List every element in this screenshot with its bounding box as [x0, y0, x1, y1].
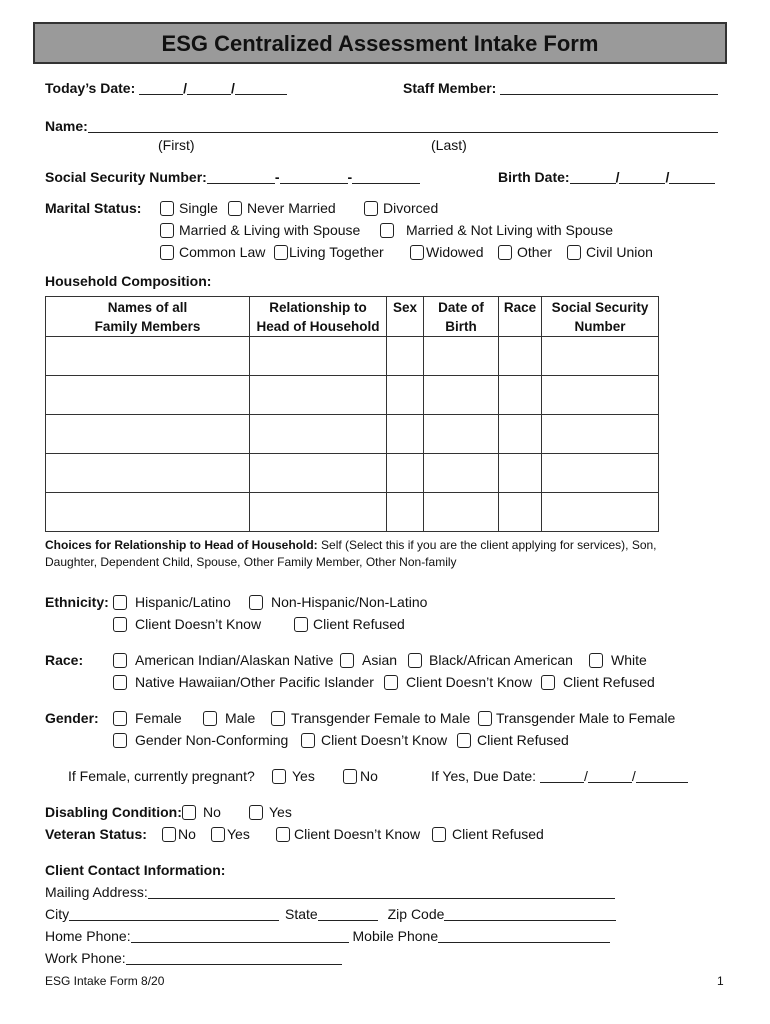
checkbox-icon[interactable]: [271, 711, 285, 726]
city-state-zip-field: [45, 906, 616, 923]
work-phone-blank[interactable]: [126, 951, 342, 965]
checkbox-icon[interactable]: [211, 827, 225, 842]
checkbox-icon[interactable]: [541, 675, 555, 690]
staff-member-label: Staff Member:: [403, 80, 497, 96]
home-phone-label: Home Phone:: [45, 928, 131, 944]
checkbox-icon[interactable]: [343, 769, 357, 784]
marital-option-common-law[interactable]: Common Law: [160, 244, 265, 261]
column-header-dob: Date of Birth: [424, 297, 499, 337]
veteran-option-dont-know[interactable]: Client Doesn’t Know: [276, 826, 420, 843]
checkbox-icon[interactable]: [384, 675, 398, 690]
city-label: City: [45, 906, 70, 922]
checkbox-icon[interactable]: [160, 201, 174, 216]
checkbox-icon[interactable]: [589, 653, 603, 668]
form-title-bar: [33, 22, 727, 64]
checkbox-icon[interactable]: [432, 827, 446, 842]
checkbox-icon[interactable]: [113, 711, 127, 726]
checkbox-icon[interactable]: [498, 245, 512, 260]
veteran-option-yes[interactable]: Yes: [211, 826, 250, 843]
marital-option-civil-union[interactable]: Civil Union: [567, 244, 653, 261]
race-option-white[interactable]: White: [589, 652, 647, 669]
checkbox-icon[interactable]: [182, 805, 196, 820]
marital-status-label: Marital Status:: [45, 200, 142, 216]
checkbox-icon[interactable]: [249, 805, 263, 820]
checkbox-icon[interactable]: [276, 827, 290, 842]
name-field: [45, 118, 718, 135]
work-phone-field: [45, 950, 342, 967]
mobile-phone-label: Mobile Phone: [352, 928, 439, 944]
ssn-part1-blank[interactable]: [207, 170, 275, 184]
checkbox-icon[interactable]: [294, 617, 308, 632]
table-row: [46, 376, 659, 415]
table-row: [46, 337, 659, 376]
mailing-address-field: [45, 884, 615, 901]
marital-option-married-not-living[interactable]: Married & Not Living with Spouse: [380, 222, 613, 239]
relationship-choices-text: Self (Select this if you are the client applying for services), Son,: [317, 538, 657, 552]
column-header-race: Race: [499, 297, 542, 337]
state-blank[interactable]: [318, 907, 378, 921]
checkbox-icon[interactable]: [113, 675, 127, 690]
checkbox-icon[interactable]: [249, 595, 263, 610]
disabling-condition-label: Disabling Condition:: [45, 804, 182, 820]
relationship-choices-label: Choices for Relationship to Head of Household:: [45, 538, 318, 552]
checkbox-icon[interactable]: [162, 827, 176, 842]
pregnancy-label: If Female, currently pregnant?: [68, 768, 255, 784]
checkbox-icon[interactable]: [340, 653, 354, 668]
first-name-hint: (First): [158, 137, 195, 153]
city-blank[interactable]: [69, 907, 279, 921]
home-phone-blank[interactable]: [131, 929, 349, 943]
table-row: [46, 454, 659, 493]
footer-form-id: ESG Intake Form 8/20: [45, 974, 165, 988]
race-option-native-hawaiian[interactable]: Native Hawaiian/Other Pacific Islander: [113, 674, 374, 691]
marital-option-never-married[interactable]: Never Married: [228, 200, 336, 217]
mailing-address-blank[interactable]: [148, 885, 615, 899]
staff-member-field: [403, 80, 718, 97]
checkbox-icon[interactable]: [203, 711, 217, 726]
household-composition-label: Household Composition:: [45, 273, 212, 289]
gender-option-male[interactable]: Male: [203, 710, 255, 727]
checkbox-icon[interactable]: [160, 245, 174, 260]
ethnicity-option-non-hispanic[interactable]: Non-Hispanic/Non-Latino: [249, 594, 427, 611]
checkbox-icon[interactable]: [380, 223, 394, 238]
due-date-label: If Yes, Due Date:: [431, 768, 537, 784]
due-month-blank[interactable]: [540, 769, 584, 783]
due-day-blank[interactable]: [588, 769, 632, 783]
checkbox-icon[interactable]: [567, 245, 581, 260]
table-row: [46, 415, 659, 454]
checkbox-icon[interactable]: [160, 223, 174, 238]
checkbox-icon[interactable]: [113, 595, 127, 610]
checkbox-icon[interactable]: [478, 711, 492, 726]
column-header-sex: Sex: [387, 297, 424, 337]
staff-member-blank[interactable]: [500, 81, 718, 95]
marital-option-other[interactable]: Other: [498, 244, 552, 261]
column-header-ssn: Social Security Number: [542, 297, 659, 337]
marital-option-single[interactable]: Single: [160, 200, 218, 217]
mobile-phone-blank[interactable]: [438, 929, 610, 943]
gender-option-trans-f-to-m[interactable]: Transgender Female to Male: [271, 710, 470, 727]
checkbox-icon[interactable]: [113, 653, 127, 668]
checkbox-icon[interactable]: [272, 769, 286, 784]
checkbox-icon[interactable]: [113, 617, 127, 632]
birth-month-blank[interactable]: [570, 170, 616, 184]
date-day-blank[interactable]: [187, 81, 231, 95]
ssn-label: Social Security Number:: [45, 169, 207, 185]
name-label: Name:: [45, 118, 88, 134]
zip-label: Zip Code: [387, 906, 445, 922]
relationship-choices-text-2: Daughter, Dependent Child, Spouse, Other Family Member, Other Non-family: [45, 555, 457, 569]
veteran-option-no[interactable]: No: [162, 826, 196, 843]
phone-field: [45, 928, 610, 945]
veteran-option-refused[interactable]: Client Refused: [432, 826, 544, 843]
race-option-american-indian[interactable]: American Indian/Alaskan Native: [113, 652, 333, 669]
form-title: ESG Centralized Assessment Intake Form: [161, 31, 599, 56]
ethnicity-option-hispanic[interactable]: Hispanic/Latino: [113, 594, 231, 611]
gender-option-refused[interactable]: Client Refused: [457, 732, 569, 749]
relationship-choices-note: [45, 537, 657, 554]
column-header-names: Names of all Family Members: [46, 297, 250, 337]
race-option-refused[interactable]: Client Refused: [541, 674, 655, 691]
date-month-blank[interactable]: [139, 81, 183, 95]
gender-option-dont-know[interactable]: Client Doesn’t Know: [301, 732, 447, 749]
marital-option-living-together[interactable]: Living Together: [274, 244, 384, 261]
checkbox-icon[interactable]: [113, 733, 127, 748]
birth-date-label: Birth Date:: [498, 169, 570, 185]
todays-date-field: Today’s Date: / /: [45, 80, 287, 97]
birth-year-blank[interactable]: [669, 170, 715, 184]
gender-option-non-conforming[interactable]: Gender Non-Conforming: [113, 732, 288, 749]
ssn-part3-blank[interactable]: [352, 170, 420, 184]
household-table-header: [46, 297, 659, 337]
ethnicity-option-refused[interactable]: Client Refused: [294, 616, 405, 633]
disabling-option-no[interactable]: No: [182, 804, 221, 821]
checkbox-icon[interactable]: [408, 653, 422, 668]
due-year-blank[interactable]: [636, 769, 688, 783]
disabling-option-yes[interactable]: Yes: [249, 804, 292, 821]
ssn-part2-blank[interactable]: [280, 170, 348, 184]
checkbox-icon[interactable]: [228, 201, 242, 216]
zip-blank[interactable]: [444, 907, 616, 921]
checkbox-icon[interactable]: [457, 733, 471, 748]
gender-option-trans-m-to-f[interactable]: Transgender Male to Female: [478, 710, 675, 727]
race-option-asian[interactable]: Asian: [340, 652, 397, 669]
table-row: [46, 493, 659, 532]
ethnicity-label: Ethnicity:: [45, 594, 109, 610]
ethnicity-option-dont-know[interactable]: Client Doesn’t Know: [113, 616, 261, 633]
pregnancy-option-yes[interactable]: Yes: [272, 768, 315, 785]
date-year-blank[interactable]: [235, 81, 287, 95]
mailing-address-label: Mailing Address:: [45, 884, 148, 900]
household-table: [45, 296, 659, 532]
checkbox-icon[interactable]: [364, 201, 378, 216]
due-date-field: If Yes, Due Date: / /: [431, 768, 688, 785]
todays-date-label: Today’s Date:: [45, 80, 136, 96]
race-label: Race:: [45, 652, 84, 668]
veteran-status-label: Veteran Status:: [45, 826, 147, 842]
marital-option-widowed[interactable]: Widowed: [410, 244, 484, 261]
race-option-dont-know[interactable]: Client Doesn’t Know: [384, 674, 532, 691]
work-phone-label: Work Phone:: [45, 950, 126, 966]
contact-info-label: Client Contact Information:: [45, 862, 226, 878]
marital-option-divorced[interactable]: Divorced: [364, 200, 438, 217]
marital-option-married-living[interactable]: Married & Living with Spouse: [160, 222, 360, 239]
race-option-black[interactable]: Black/African American: [408, 652, 573, 669]
checkbox-icon[interactable]: [274, 245, 288, 260]
checkbox-icon[interactable]: [301, 733, 315, 748]
column-header-relationship: Relationship to Head of Household: [250, 297, 387, 337]
gender-label: Gender:: [45, 710, 99, 726]
gender-option-female[interactable]: Female: [113, 710, 182, 727]
name-blank[interactable]: [88, 119, 718, 133]
pregnancy-option-no[interactable]: No: [343, 768, 378, 785]
ssn-field: Social Security Number: - -: [45, 169, 420, 186]
checkbox-icon[interactable]: [410, 245, 424, 260]
page-number: 1: [717, 974, 724, 988]
birth-date-field: Birth Date: / /: [498, 169, 715, 186]
state-label: State: [285, 906, 318, 922]
birth-day-blank[interactable]: [619, 170, 665, 184]
last-name-hint: (Last): [431, 137, 467, 153]
